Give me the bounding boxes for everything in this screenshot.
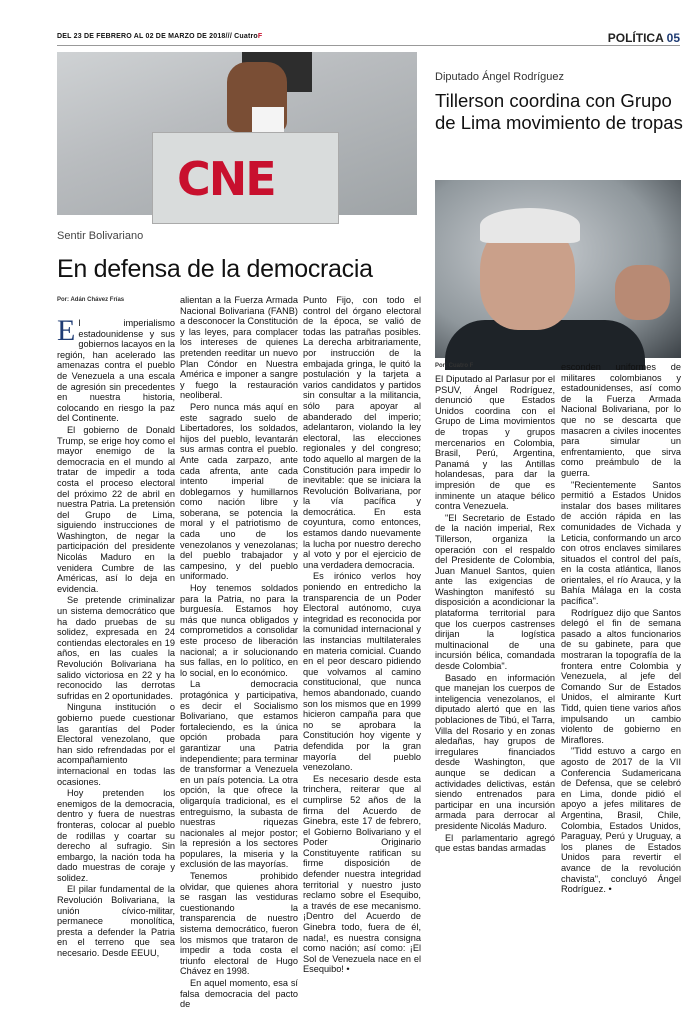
cne-ballot-photo — [57, 52, 417, 215]
left-kicker: Sentir Bolivariano — [57, 230, 144, 242]
paragraph: El Diputado al Parlasur por el PSUV, Ángel Rodríguez, denunció que Estados Unidos coordina con el Grupo de Lima movimientos de tropas y grupos mercenarios en Colombia, Brasil, Perú, Argentina, Panamá y las Antillas holandesas, para dar la impresión de que es inminente un ataque bélico contra Venezuela. — [435, 374, 555, 512]
paragraph: esconden uniformes de militares colombianos y estadounidenses, así como de la Fuerza Armada Nacional Bolivariana, por lo que no se descarta que masacren a civiles inocentes para simular un enfrentamiento, que sirva como preámbulo de la guerra. — [561, 362, 681, 478]
page-number: 05 — [666, 31, 680, 45]
left-byline: Por: Adán Chávez Frías — [57, 297, 125, 303]
paragraph: El gobierno de Donald Trump, se erige hoy como el mayor enemigo de la democracia en el mundo al tratar de impedir a toda costa el proceso electoral del próximo 22 de abril en nuestra Patria. La pretensión del Grupo de Lima, siguiendo instrucciones de Washington, de negar la participación del presidente Nicolás Maduro en la venidera Cumbre de las Américas, así lo deja en evidencia. — [57, 424, 175, 594]
right-column-2 — [561, 362, 681, 895]
paragraph: Basado en información que manejan los cuerpos de inteligencia venezolanos, el diputado alertó que en las poblaciones de Tibú, el Tarra, Villa del Rosario y en zonas aledañas, hay grupos de irregulares financiados desde Washington, que aunque se dedican a actividades delictivas, están siendo entrenados para participar en una incursión armada para derrocar al presidente Nicolás Maduro. — [435, 672, 555, 831]
date-text: DEL 23 DE FEBRERO AL 02 DE MARZO DE 2018 — [57, 33, 226, 40]
paragraph: Se pretende criminalizar un sistema democrático que ha dado pruebas de su solidez, expresada en 24 contiendas electorales en 19 años, en las cuales la Revolución Bolivariana ha salido victoriosa en 22 y ha reconocido las derrotas sufridas en 2 oportunidades. — [57, 595, 175, 701]
date-separator: /// — [225, 33, 232, 40]
paragraph: Hoy tenemos soldados para la Patria, no para la burguesía. Estamos hoy más que nunca obligados y comprometidos a consolidar este proceso de liberación nacional; a ir solucionando sus fallas, en lo político, en lo social, en lo económico. — [180, 583, 298, 678]
drop-cap: E — [57, 314, 76, 347]
paragraph: El parlamentario agregó que estas bandas armadas — [435, 832, 555, 854]
paragraph: El imperialismo estadounidense y sus gobiernos lacayos en la región, han acelerado las amenazas contra el pueblo de Venezuela a una escala de agresión sin precedentes en nuestra historia, colocando en riesgo la paz del Continente. — [57, 314, 175, 424]
paragraph: "El Secretario de Estado de la nación imperial, Rex Tillerson, organiza la operación con el respaldo del Presidente de Colombia, Juan Manuel Santos, quien ante las exigencias de Washington manifestó su disposición a acondicionar la plataforma territorial para que los cuerpos castrenses dirijan la logística multinacional de una incursión bélica, comandada desde Colombia". — [435, 512, 555, 672]
header-divider — [57, 45, 680, 46]
left-column-3 — [303, 295, 421, 975]
page-header — [0, 0, 700, 50]
tillerson-photo — [435, 180, 681, 358]
brand-name: Cuatro — [234, 33, 258, 40]
paragraph: Punto Fijo, con todo el control del órgano electoral de la época, se valió de todas las patrañas posibles. La derecha arbitrariamente, por instrucción de la embajada gringa, le quitó la postulación y la tarjeta a varios candidatos y partidos sin consultar a la militancia, sólo para apoyar al abanderado del imperio; adelantaron, violando la ley electoral, las elecciones regionales y del congreso; todo aquello al margen de la Constitución para impedir lo inevitable: que se iniciara la Revolución Bolivariana, por la vía pacífica y democrática. En esta coyuntura, como entonces, estamos dando nuevamente la lucha por nuestro derecho al voto y por el ejercicio de una verdadera democracia. — [303, 295, 421, 570]
paragraph: Pero nunca más aquí en este sagrado suelo de Libertadores, los soldados, hijos del pueblo, levantarán sus armas contra el pueblo. Ante cada zarpazo, ante cada afrenta, ante cada intento imperial de doblegarnos y humillarnos como nación libre y soberana, se potencia la moral y el patriotismo de cada uno de los venezolanos y venezolanas; del pueblo trabajador y campesino, y del pueblo uniformado. — [180, 401, 298, 582]
paragraph: alientan a la Fuerza Armada Nacional Bolivariana (FANB) a desconocer la Constitución y las leyes, para complacer los intereses de quienes pretenden reeditar un nuevo Plan Cóndor en Nuestra América e imponer a sangre y fuego la restauración neoliberal. — [180, 295, 298, 401]
brand-mark: F — [257, 33, 263, 40]
right-headline: Tillerson coordina con Grupo de Lima movimiento de tropas — [435, 90, 683, 133]
right-kicker: Diputado Ángel Rodríguez — [435, 71, 565, 83]
left-column-1 — [57, 314, 175, 959]
paragraph: Tenemos prohibido olvidar, que quienes ahora se rasgan las vestiduras cuestionando la transparencia de nuestro sistema democrático, fueron los mismos que trataron de impedir a toda costa el triunfo electoral de Hugo Chávez en 1998. — [180, 871, 298, 977]
paragraph: "Tidd estuvo a cargo en agosto de 2017 de la VII Conferencia Sudamericana de Defensa, que se celebró en Lima, donde pidió el apoyo a jefes militares de Argentina, Brasil, Chile, Colombia, Estados Unidos, Paraguay, Perú y Uruguay, a los planes de Estados Unidos para revertir el avance de la revolución chavista", concluyó Ángel Rodríguez. • — [561, 746, 681, 895]
paragraph: La democracia protagónica y participativa, es decir el Socialismo Bolivariano, que estamos fortaleciendo, es la única opción probada para garantizar una Patria independiente; para terminar de transformar a Venezuela en un país potencia. La otra opción, la que ofrece la oligarquía tradicional, es el entreguismo, la subasta de nuestras riquezas nacionales al mejor postor; la represión a los sectores populares, la miseria y la exclusión de las mayorías. — [180, 679, 298, 870]
section-name: POLÍTICA — [607, 31, 664, 45]
paragraph: Hoy pretenden los enemigos de la democracia, dentro y fuera de nuestras fronteras, colocar al pueblo de rodillas y coartar su derecho al sufragio. Sin embargo, la nación toda ha dado muestras de coraje y solidez. — [57, 788, 175, 883]
paragraph: "Recientemente Santos permitió a Estados Unidos instalar dos bases militares de acción rápida en las comunidades de Vichada y Leticia, conformando un arco con otros enclaves similares situados el control del país, en la costa atlántica, llanos orientales, el río Arauca, y la Bahía Málaga en la costa pacífica". — [561, 479, 681, 607]
section-label — [608, 31, 680, 45]
left-column-2 — [180, 295, 298, 1010]
header-date — [57, 33, 262, 40]
paragraph: El pilar fundamental de la Revolución Bolivariana, la unión cívico-militar, permanece monolítica, presta a defender la Patria en el terreno que sea necesario. Desde EEUU, — [57, 884, 175, 959]
cne-logo-text: CNE — [177, 152, 275, 206]
paragraph: Ninguna institución o gobierno puede cuestionar las garantías del Poder Electoral venezolano, que han sido refrendadas por el acompañamiento internacional en todas las ocasiones. — [57, 702, 175, 787]
paragraph: En aquel momento, esa sí falsa democracia del pacto de — [180, 978, 298, 1010]
cne-logo — [177, 152, 275, 206]
right-column-1 — [435, 374, 555, 866]
paragraph: Rodríguez dijo que Santos delegó el fin de semana pasado a altos funcionarios de su gabinete, para que mostraran la topografía de la frontera entre Colombia y Venezuela, al jefe del Comando Sur de Estados Unidos, el almirante Kurt Tidd, quien tiene varios años impulsando un cambio violento de gobierno en Miraflores. — [561, 607, 681, 745]
right-byline: Por: Cuatro F — [435, 363, 474, 369]
left-headline: En defensa de la democracia — [57, 255, 373, 283]
paragraph: Es irónico verlos hoy poniendo en entredicho la transparencia de un Poder Electoral autónomo, cuya integridad es reconocida por la comunidad internacional y las instancias multilaterales en materia comicial. Cuando en el peor descaro pidiendo que volvamos al camino constitucional, que nunca hemos abandonado, cuando son los mismos que en 1999 hicieron campaña para que no se aprobara la Constitución hoy vigente y defendida por la gran mayoría del pueblo venezolano. — [303, 571, 421, 773]
hair — [480, 208, 580, 243]
paragraph: Es necesario desde esta trinchera, reiterar que al cumplirse 52 años de la firma del Acuerdo de Ginebra, este 17 de febrero, el Gobierno Bolivariano y el Poder Originario Constituyente ratifican su firme disposición de defender nuestra integridad territorial y nuestro justo reclamo sobre el Esequibo, a través de ese mecanismo. ¡Dentro del Acuerdo de Ginebra todo, fuera de él, nada!, es nuestra consigna como nación; así como: ¡El Sol de Venezuela nace en el Esequibo! • — [303, 773, 421, 975]
raised-fist — [615, 265, 670, 320]
